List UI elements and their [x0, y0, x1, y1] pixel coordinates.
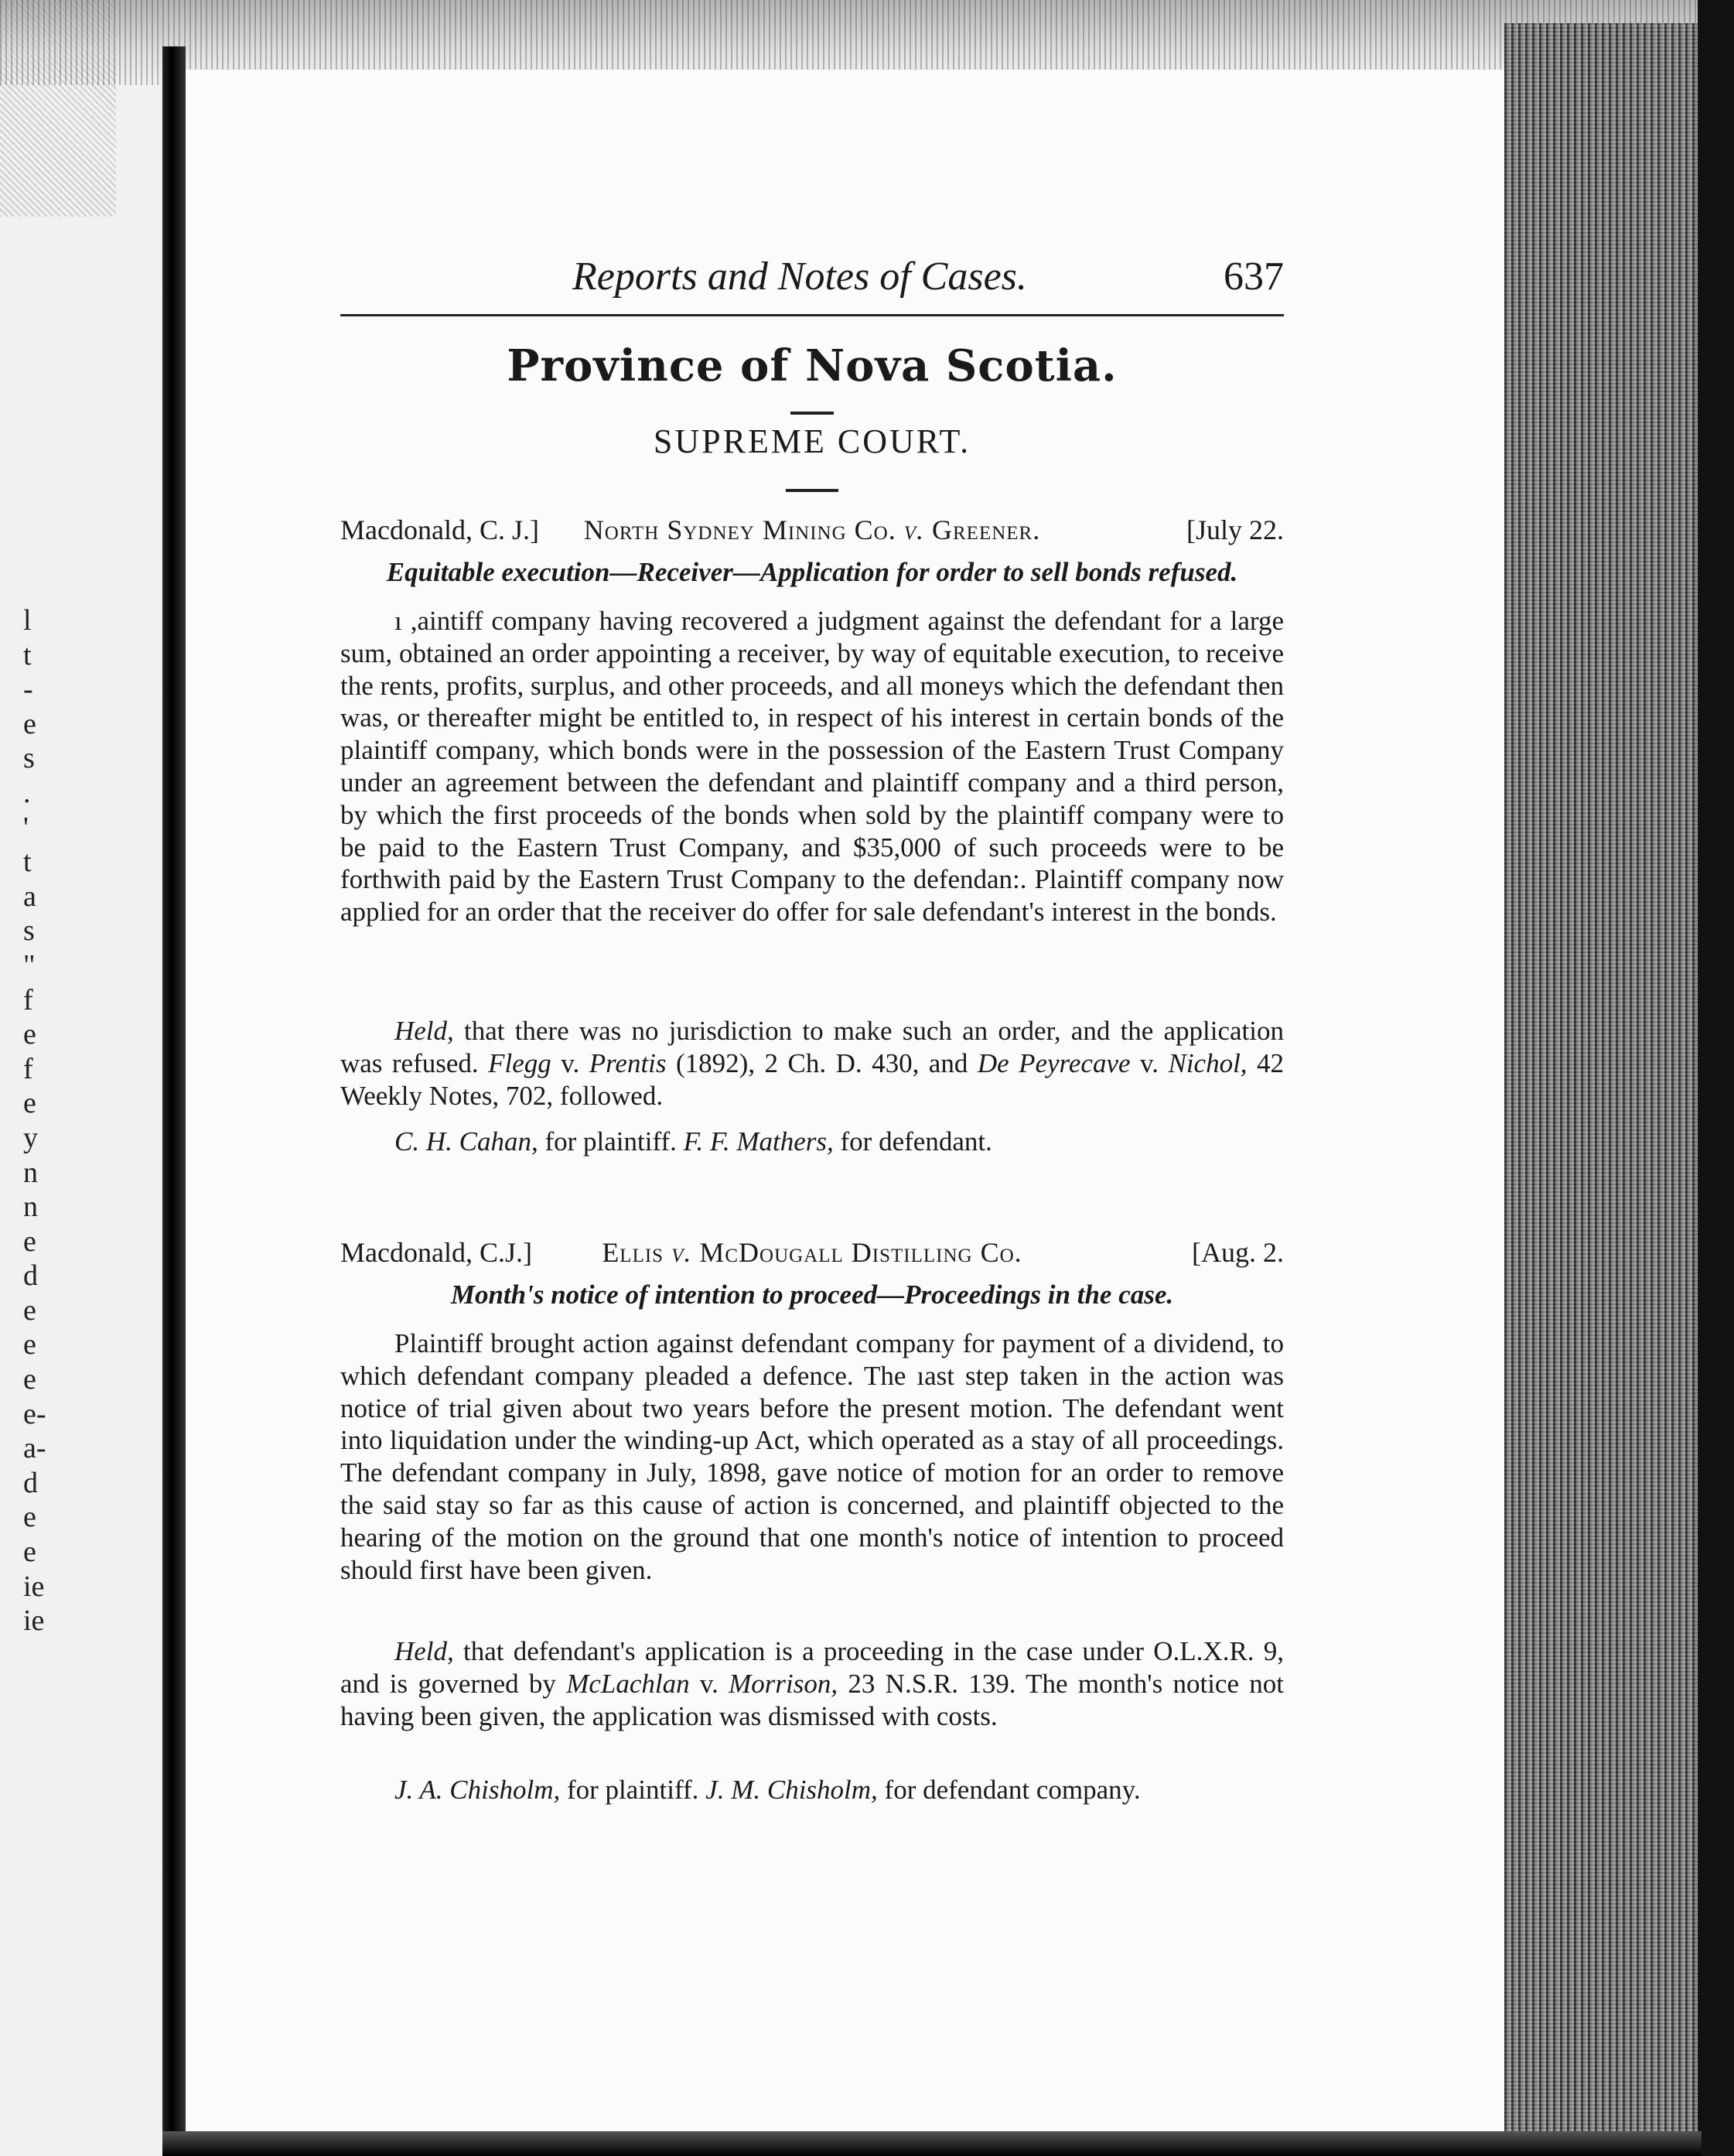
- margin-fragment: e: [23, 1293, 36, 1327]
- case-judge: Macdonald, C. J.]: [340, 514, 539, 545]
- margin-fragment: ie: [23, 1604, 45, 1638]
- case-holding: Held, that defendant's application is a proceeding in the case under O.L.X.R. 9, and is governed by McLachlan v. Morrison, 23 N.S.R. 139. The month's notice not having been given, the application was dismissed with costs.: [340, 1636, 1284, 1731]
- margin-fragment: e: [23, 1018, 36, 1051]
- margin-fragment: e: [23, 1225, 36, 1258]
- margin-fragment: a-: [23, 1432, 46, 1465]
- margin-fragment: e: [23, 1536, 36, 1569]
- case-heading: [340, 514, 1284, 555]
- scan-right-border: [1698, 0, 1734, 2156]
- margin-fragment: e: [23, 1087, 36, 1120]
- margin-fragment: f: [23, 1052, 33, 1085]
- margin-fragment: e: [23, 1363, 36, 1396]
- case-title: Ellis v. McDougall Distilling Co.: [602, 1237, 1022, 1268]
- case-date: [July 22.: [1186, 514, 1284, 545]
- margin-fragment: s: [23, 914, 35, 948]
- margin-fragment: y: [23, 1121, 38, 1154]
- margin-fragment: -: [23, 673, 33, 706]
- margin-fragment: ie: [23, 1570, 45, 1603]
- margin-fragment: .: [23, 776, 31, 809]
- divider: [786, 489, 838, 492]
- case-heading: [340, 1236, 1284, 1278]
- margin-fragment: ": [23, 948, 36, 982]
- margin-fragment: ': [23, 811, 29, 844]
- head-rule: [340, 314, 1284, 316]
- page-number: 637: [1224, 255, 1284, 299]
- case-counsel: J. A. Chisholm, for plaintiff. J. M. Chisholm, for defendant company.: [394, 1775, 1141, 1805]
- margin-fragment: n: [23, 1191, 38, 1224]
- case-body: Plaintiff brought action against defendant company for payment of a dividend, to which defendant company pleaded a defence. The ıast step taken in the action was notice of trial given about two years before the present motion. The defendant went into liquidation under the winding-up Act, which operated as a stay of all proceedings. The defendant company in July, 1898, gave notice of motion for an order to remove the said stay so far as this cause of action is concerned, and plaintiff objected to the hearing of the motion on the ground that one month's notice of intention to proceed should first have been given.: [340, 1328, 1284, 1585]
- margin-fragment: s: [23, 742, 35, 775]
- margin-fragment: a: [23, 880, 36, 913]
- divider: [790, 412, 834, 415]
- margin-fragment: e: [23, 1501, 36, 1534]
- margin-fragment: e: [23, 707, 36, 740]
- case-counsel: C. H. Cahan, for plaintiff. F. F. Mathers, for defendant.: [394, 1126, 992, 1157]
- margin-fragment: f: [23, 983, 33, 1016]
- case-body: ı ,aintiff company having recovered a judgment against the defendant for a large sum, obtained an order appointing a receiver, by way of equitable execution, to receive the rents, profits, surplus, and other proceeds, and all moneys which the defendant then was, or thereafter might be entitled to, in respect of his interest in certain bonds of the plaintiff company, which bonds were in the possession of the Eastern Trust Company under an agreement between the defendant and plaintiff company and a third person, by which the first proceeds of the bonds when sold by the plaintiff company were to be paid to the Eastern Trust Company, and $35,000 of such proceeds were to be forthwith paid by the Eastern Trust Company to the defendan:. Plaintiff company now applied for an order that the receiver do offer for sale defendant's interest in the bonds.: [340, 606, 1284, 928]
- margin-fragment: e-: [23, 1397, 46, 1430]
- facing-page-fragments: [23, 603, 62, 1638]
- binding-edge: [162, 46, 186, 2135]
- margin-fragment: l: [23, 604, 32, 637]
- province-title: Province of Nova Scotia.: [507, 340, 1118, 391]
- margin-fragment: d: [23, 1466, 38, 1499]
- scan-bottom-border: [162, 2131, 1702, 2156]
- case-holding: Held, that there was no jurisdiction to make such an order, and the application was refused. Flegg v. Prentis (1892), 2 Ch. D. 430, and De Peyrecave v. Nichol, 42 Weekly Notes, 702, followed.: [340, 1016, 1285, 1111]
- margin-fragment: n: [23, 1156, 38, 1189]
- case-subhead: Equitable execution—Receiver—Application for order to sell bonds refused.: [386, 557, 1238, 587]
- case-title: North Sydney Mining Co. v. Greener.: [583, 514, 1041, 545]
- margin-fragment: d: [23, 1259, 38, 1293]
- case-date: [Aug. 2.: [1192, 1237, 1284, 1268]
- running-title: Reports and Notes of Cases.: [572, 255, 1027, 299]
- margin-fragment: t: [23, 846, 32, 879]
- running-head: [340, 246, 1284, 316]
- margin-fragment: t: [23, 638, 32, 671]
- case-judge: Macdonald, C.J.]: [340, 1237, 532, 1268]
- case-subhead: Month's notice of intention to proceed—Proceedings in the case.: [450, 1280, 1174, 1310]
- margin-fragment: e: [23, 1328, 36, 1362]
- court-title: SUPREME COURT.: [653, 422, 971, 460]
